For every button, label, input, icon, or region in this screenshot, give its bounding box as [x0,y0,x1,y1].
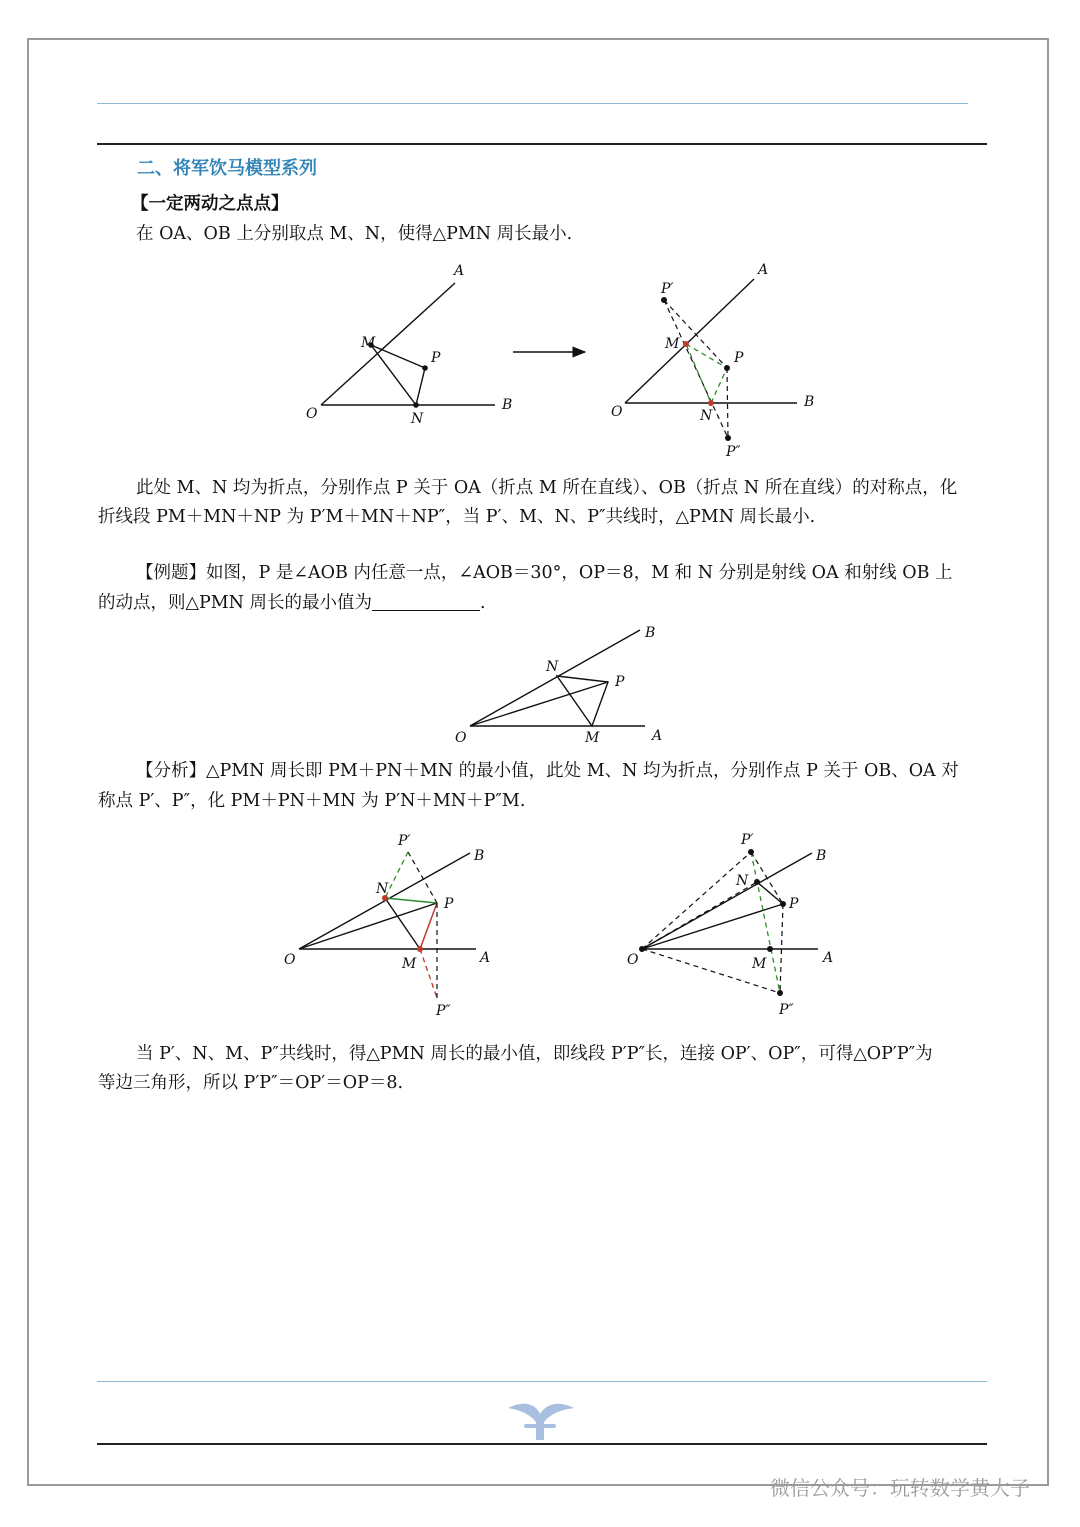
label-p: P [615,674,625,690]
label-p2: P″ [436,1003,451,1019]
point-n [413,402,419,408]
subsection-title: 【一定两动之点点】 [131,194,289,214]
point-n [754,879,760,885]
label-m: M [585,730,600,746]
analysis-line-1: 【分析】△PMN 周长即 PM＋PN＋MN 的最小值，此处 M、N 均为折点，分别作点 P 关于 OB、OA 对 [136,761,959,781]
label-o: O [455,730,467,746]
tree-logo-icon [508,1404,574,1440]
example-line-1: 【例题】如图，P 是∠AOB 内任意一点，∠AOB＝30°，OP＝8，M 和 N 分别是射线 OA 和射线 OB 上 [136,563,953,583]
dashed-p1-p [408,852,437,903]
segment-nm [385,898,420,949]
label-b: B [502,397,513,413]
label-a: A [823,950,834,966]
dashed-p1-p2 [664,300,728,438]
label-o: O [284,952,296,968]
ray-oa [625,279,754,403]
label-n: N [700,408,713,424]
triangle-pmn [371,345,425,405]
label-a: A [652,728,663,744]
point-p1 [748,849,754,855]
point-p [724,365,730,371]
example-end: . [480,593,486,613]
explanation-line-1: 此处 M、N 均为折点，分别作点 P 关于 OA（折点 M 所在直线）、OB（折点 N 所在直线）的对称点，化 [136,478,958,498]
label-p: P [789,896,799,912]
label-b: B [645,625,656,641]
conclusion-line-2: 等边三角形，所以 P′P″＝OP′＝OP＝8. [98,1073,404,1093]
conclusion-line-1: 当 P′、N、M、P″共线时，得△PMN 周长的最小值，即线段 P′P″长，连接 OP′、OP″，可得△OP′P″为 [136,1044,933,1064]
analysis-line-2: 称点 P′、P″，化 PM＋PN＋MN 为 P′N＋MN＋P″M. [98,791,526,811]
label-n: N [411,411,424,427]
segment-op [642,904,783,949]
label-m: M [402,956,417,972]
point-n [708,400,714,406]
intro-text: 在 OA、OB 上分别取点 M、N，使得△PMN 周长最小. [136,224,573,244]
label-b: B [804,394,815,410]
label-p1: P′ [661,281,674,297]
point-p2 [725,435,731,441]
explanation-line-2: 折线段 PM＋MN＋NP 为 P′M＋MN＋NP″，当 P′、M、N、P″共线时，△PMN 周长最小. [98,507,816,527]
figure-5-equilateral [627,832,833,1018]
label-p1: P′ [398,833,411,849]
figure-4-analysis [284,833,490,1019]
figure-2-reflection [611,262,814,460]
watermark-text: 微信公众号：玩转数学黄大子 [770,1476,1030,1500]
point-m [417,946,423,952]
ray-oa [321,283,455,405]
label-n: N [736,873,749,889]
example-question: 的动点，则△PMN 周长的最小值为 [98,593,373,613]
label-p: P [444,896,454,912]
green-triangle [686,344,727,403]
label-b: B [816,848,827,864]
point-p2 [777,990,783,996]
point-p [780,901,786,907]
segment-mp [420,903,437,949]
label-p2: P″ [726,444,741,460]
label-a: A [758,262,769,278]
point-m [683,341,689,347]
point-o [639,946,645,952]
label-m: M [752,956,767,972]
label-p1: P′ [741,832,754,848]
label-n: N [376,881,389,897]
dashed-p1-p [664,300,727,368]
point-m [767,946,773,952]
dashed-p1-p [751,852,783,904]
footer-black-rule [97,1443,987,1445]
label-p2: P″ [779,1002,794,1018]
point-p1 [661,297,667,303]
section-title: 二、将军饮马模型系列 [137,158,317,179]
point-p [422,365,428,371]
label-a: A [480,950,491,966]
segment-np [385,898,437,903]
label-o: O [611,404,623,420]
label-a: A [454,263,465,279]
dashed-m-p2 [420,949,437,998]
figure-3-example [455,625,662,746]
figure-1-original [306,263,512,427]
label-o: O [627,952,639,968]
label-p: P [431,350,441,366]
triangle-pmn [557,676,608,726]
label-b: B [474,848,485,864]
label-o: O [306,406,318,422]
label-p: P [734,350,744,366]
label-n: N [546,659,559,675]
label-m: M [361,335,376,351]
label-m: M [665,336,680,352]
dashed-p1-n [385,852,408,898]
dashed-o-p1 [642,852,751,949]
dashed-o-n [642,882,757,949]
footer-blue-rule [97,1381,987,1382]
